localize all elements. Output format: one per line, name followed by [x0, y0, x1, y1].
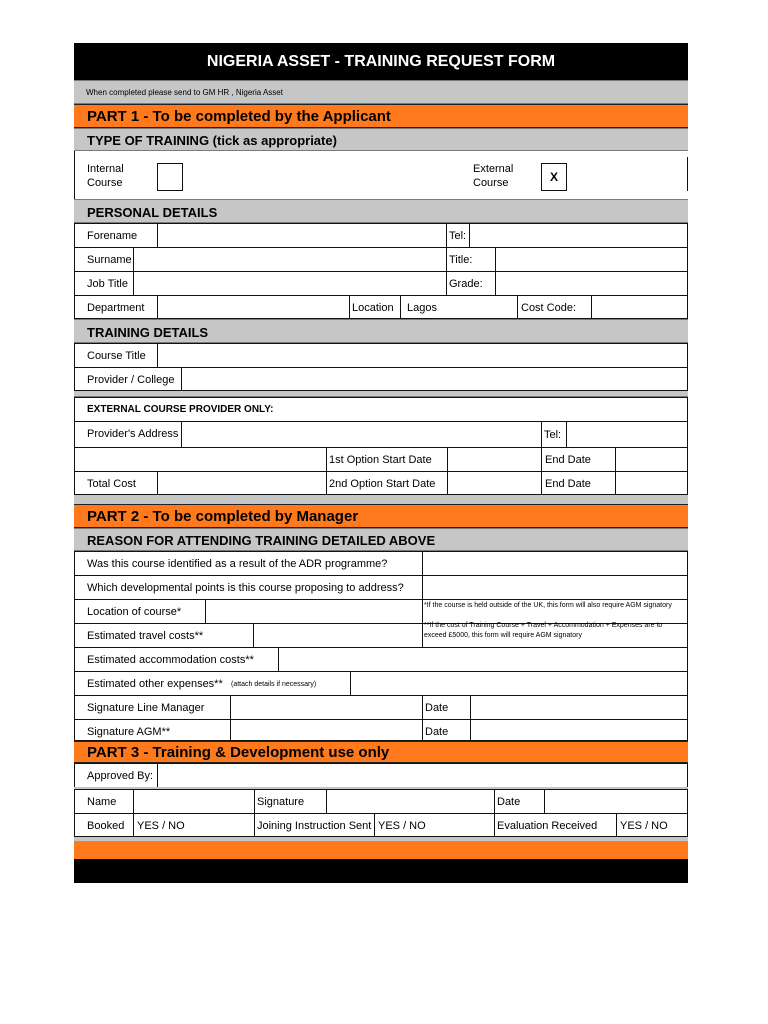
location-course-row [74, 599, 688, 623]
provider-row [74, 367, 688, 391]
external-label-2: Course [473, 177, 509, 189]
booked-row [74, 813, 688, 837]
dev-answer-input[interactable] [423, 576, 687, 599]
end-date1-label: End Date [545, 454, 591, 466]
provider-address-row [74, 421, 688, 447]
attach-note: (attach details if necessary) [231, 681, 317, 688]
date2-input[interactable] [471, 720, 687, 741]
grade-input[interactable] [496, 272, 687, 295]
send-note: When completed please send to GM HR , Nigeria Asset [86, 88, 283, 97]
type-heading: TYPE OF TRAINING (tick as appropriate) [87, 133, 337, 148]
part2-header [74, 504, 688, 528]
adr-answer-input[interactable] [423, 552, 687, 575]
course-title-row [74, 343, 688, 367]
provider-college-label: Provider / College [87, 374, 175, 386]
travel-label: Estimated travel costs** [87, 630, 204, 642]
option1-row [74, 447, 688, 471]
date1-label: Date [425, 702, 449, 714]
approved-by-label: Approved By: [87, 770, 154, 782]
external-course-checkbox[interactable] [541, 163, 567, 191]
location-course-label: Location of course* [87, 606, 182, 618]
sig-agm-label: Signature AGM** [87, 726, 171, 738]
location-value[interactable]: Lagos [407, 302, 437, 314]
tel-input[interactable] [470, 224, 687, 247]
approved-by-row [74, 763, 688, 787]
training-heading: TRAINING DETAILS [87, 325, 209, 340]
external-mark: X [550, 170, 559, 184]
name-sig-row [74, 789, 688, 813]
job-title-input[interactable] [134, 272, 446, 295]
dev-question: Which developmental points is this course proposing to address? [87, 582, 404, 594]
total-cost-input[interactable] [158, 472, 326, 494]
option2-row [74, 471, 688, 495]
cost-code-input[interactable] [592, 296, 687, 318]
note-outside-uk: *If the course is held outside of the UK, this form will also require AGM signatory [424, 602, 672, 609]
title-label: Title: [449, 254, 473, 266]
internal-label-1: Internal [87, 163, 124, 175]
sig-manager-label: Signature Line Manager [87, 702, 205, 714]
job-title-label: Job Title [87, 278, 128, 290]
dev-points-row [74, 575, 688, 599]
date2-label: Date [425, 726, 449, 738]
sig-agm-row [74, 719, 688, 741]
spacer-bar-2 [74, 495, 688, 504]
note-cost-limit: **If the cost of Training Course + Travel + Accommodation + Expenses are to exceed £5000, this form will require AGM signatory [424, 622, 663, 639]
booked-label: Booked [87, 820, 125, 832]
provider-tel-input[interactable] [567, 422, 687, 447]
joining-label: Joining Instruction Sent [257, 820, 372, 832]
signature-input[interactable] [327, 790, 494, 813]
end-date1-input[interactable] [616, 448, 687, 471]
part1-header [74, 104, 688, 128]
part3-heading: PART 3 - Training & Development use only [87, 744, 390, 761]
signature-label: Signature [257, 796, 305, 808]
other-expenses-row [74, 671, 688, 695]
providers-address-input[interactable] [182, 422, 542, 447]
department-label: Department [87, 302, 145, 314]
accommodation-input[interactable] [279, 648, 687, 671]
personal-details-bar [74, 199, 688, 223]
type-row [74, 151, 688, 199]
travel-input[interactable] [254, 624, 422, 647]
footer-orange-bar [74, 841, 688, 859]
surname-label: Surname [87, 254, 132, 266]
department-input[interactable] [158, 296, 349, 318]
evaluation-label: Evaluation Received [497, 820, 598, 832]
external-label-1: External [473, 163, 514, 175]
name-input[interactable] [134, 790, 254, 813]
tel-label: Tel: [449, 230, 467, 242]
reason-bar [74, 528, 688, 551]
internal-label-2: Course [87, 177, 123, 189]
external-only-row [74, 397, 688, 421]
training-details-bar [74, 319, 688, 343]
accommodation-label: Estimated accommodation costs** [87, 654, 254, 666]
opt1-start-label: 1st Option Start Date [329, 454, 432, 466]
course-title-label: Course Title [87, 350, 146, 362]
other-expenses-label: Estimated other expenses** [87, 678, 223, 690]
type-row-divider [687, 157, 688, 191]
total-cost-label: Total Cost [87, 478, 136, 490]
training-request-form [74, 43, 688, 883]
reason-heading: REASON FOR ATTENDING TRAINING DETAILED ABOVE [87, 533, 436, 548]
sig-manager-row [74, 695, 688, 719]
part1-heading: PART 1 - To be completed by the Applicant [87, 108, 391, 125]
evaluation-value[interactable]: YES / NO [620, 820, 668, 832]
approved-by-input[interactable] [158, 764, 687, 787]
surname-input[interactable] [134, 248, 446, 271]
location-label: Location [352, 302, 394, 314]
personal-heading: PERSONAL DETAILS [87, 205, 218, 220]
surname-row [74, 247, 688, 271]
forename-row [74, 223, 688, 247]
external-only-label: EXTERNAL COURSE PROVIDER ONLY: [87, 404, 274, 415]
opt1-start-input[interactable] [448, 448, 541, 471]
joining-value[interactable]: YES / NO [378, 820, 426, 832]
job-title-row [74, 271, 688, 295]
opt2-start-input[interactable] [448, 472, 541, 494]
cost-code-label: Cost Code: [521, 302, 577, 314]
provider-tel-label: Tel: [544, 429, 562, 441]
type-of-training-bar [74, 128, 688, 151]
title-input[interactable] [496, 248, 687, 271]
date1-input[interactable] [471, 696, 687, 719]
location-course-input[interactable] [206, 600, 422, 623]
send-note-bar [74, 80, 688, 104]
booked-value[interactable]: YES / NO [137, 820, 185, 832]
name-label: Name [87, 796, 117, 808]
forename-label: Forename [87, 230, 138, 242]
internal-course-checkbox[interactable] [157, 163, 183, 191]
sig-agm-input[interactable] [231, 720, 422, 741]
other-expenses-input[interactable] [351, 672, 687, 695]
footer-black-bar [74, 859, 688, 883]
forename-input[interactable] [158, 224, 446, 247]
accommodation-row [74, 647, 688, 671]
adr-question: Was this course identified as a result of the ADR programme? [87, 558, 388, 570]
part2-heading: PART 2 - To be completed by Manager [87, 508, 359, 525]
form-title: NIGERIA ASSET - TRAINING REQUEST FORM [206, 53, 556, 70]
part3-header [74, 741, 688, 763]
course-title-input[interactable] [158, 344, 687, 367]
provider-college-input[interactable] [182, 368, 687, 390]
travel-row [74, 623, 688, 647]
grade-label: Grade: [449, 278, 483, 290]
opt2-start-label: 2nd Option Start Date [329, 478, 436, 490]
part3-date-label: Date [497, 796, 521, 808]
sig-manager-input[interactable] [231, 696, 422, 719]
adr-row [74, 551, 688, 575]
providers-address-label: Provider's Address [87, 428, 179, 440]
end-date2-input[interactable] [616, 472, 687, 494]
part3-date-input[interactable] [545, 790, 687, 813]
end-date2-label: End Date [545, 478, 591, 490]
title-bar [74, 43, 688, 80]
department-row [74, 295, 688, 319]
